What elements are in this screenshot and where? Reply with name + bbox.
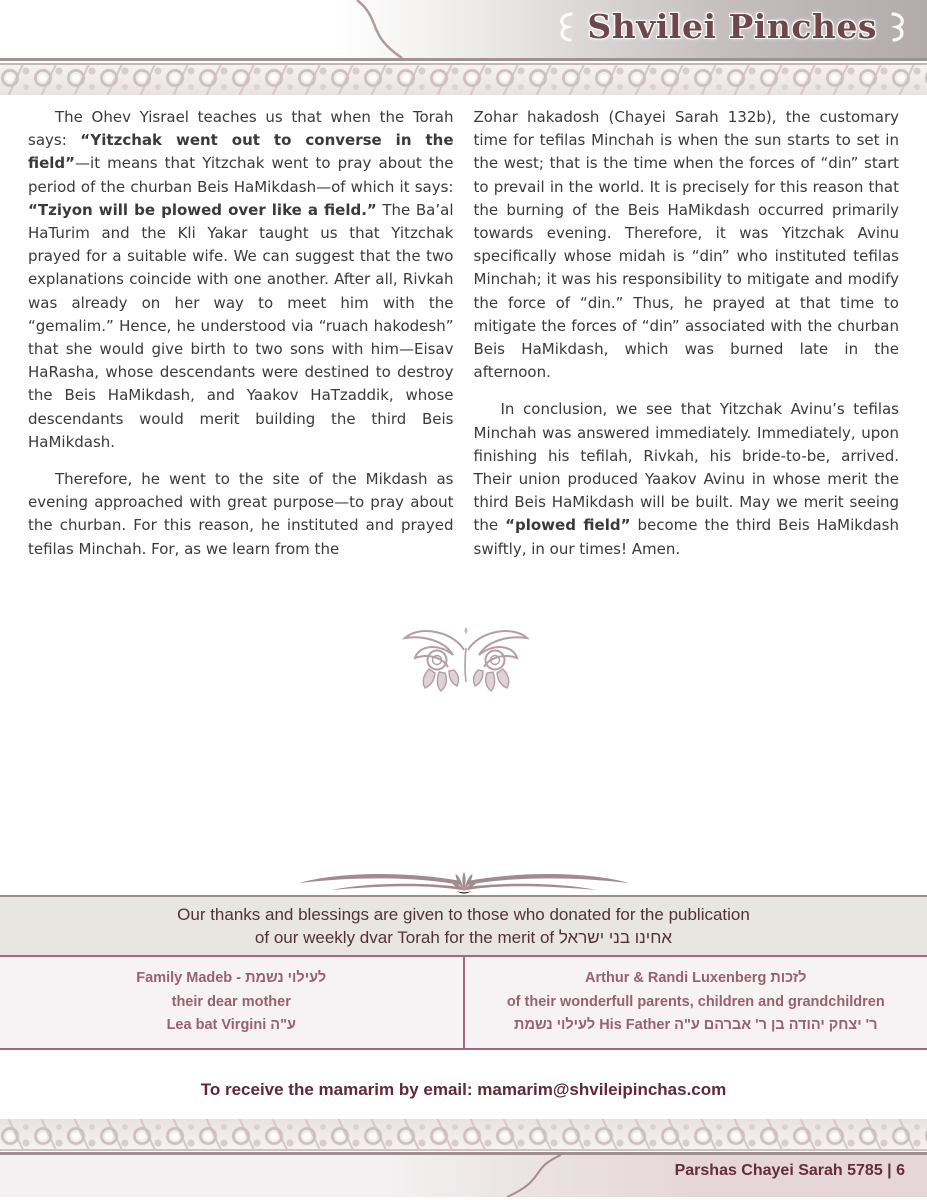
acknowledgement-band: [0, 895, 927, 955]
footer-curve-divider: [495, 1155, 567, 1197]
column-left: [28, 106, 454, 575]
publication-title: Shvilei Pinches: [587, 7, 877, 46]
masthead: [0, 0, 927, 58]
page-label: Parshas Chayei Sarah 5785 | 6: [674, 1162, 905, 1179]
page-footer: [0, 1155, 927, 1197]
paragraph: Therefore, he went to the site of the Mikdash as evening approached with great purpose—to pray about the churban. For this reason, he instituted and prayed tefilas Minchah. For, as we learn from the: [28, 470, 454, 558]
paragraph: Zohar hakadosh (Chayei Sarah 132b), the customary time for tefilas Minchah is when the sun starts to set in the west; that is the time when the forces of “din” start to prevail in the world. It is precisely for this reason that the burning of the Beis HaMikdash occurred primarily towards evening. Therefore, it was Yitzchak Avinu specifically whose midah is “din” who instituted tefilas Minchah; it was his responsibility to mitigate and modify the force of “din.” Thus, he prayed at that time to mitigate the forces of “din” associated with the churban Beis HaMikdash, which was burned late in the afternoon.: [473, 108, 899, 382]
masthead-curve-divider: [348, 0, 410, 58]
donor-right-line3: לעילוי נשמת His Father ר' יצחק יהודה בן ר' אברהם ע"ה: [514, 1017, 878, 1034]
acknowledgement-line1: Our thanks and blessings are given to those who donated for the publication: [177, 905, 750, 924]
fan-divider-icon: [0, 862, 927, 895]
header-flourish-left-icon: [555, 10, 577, 44]
ornamental-border-top: [0, 65, 927, 95]
donor-right-line1: Arthur & Randi Luxenberg לזכות: [585, 970, 807, 987]
donor-cell-left: [0, 957, 465, 1048]
donor-left-line2: their dear mother: [171, 993, 291, 1010]
donor-right-line2: of their wonderfull parents, children and grandchildren: [506, 993, 885, 1010]
email-subscription-line: To receive the mamarim by email: mamarim@shvileipinchas.com: [200, 1080, 727, 1099]
paragraph: The Ohev Yisrael teaches us that when the Torah says: “Yitzchak went out to converse in the field”—it means that Yitzchak went to pray about the period of the churban Beis HaMikdash—of which it says: “Tziyon will be plowed over like a field.” The Ba’al HaTurim and the Kli Yakar taught us that Yitzchak prayed for a suitable wife. We can suggest that the two explanations coincide with one another. After all, Rivkah was already on her way to meet him with the “gemalim.” Hence, he understood via “ruach hakodesh” that she would give birth to two sons with him—Eisav HaRasha, whose descendants were destined to destroy the Beis HaMikdash, and Yaakov HaTzaddik, whose descendants would merit building the third Beis HaMikdash.: [28, 108, 454, 451]
acknowledgement-line2: of our weekly dvar Torah for the merit of אחינו בני ישראל: [254, 928, 673, 947]
donor-left-line1: Family Madeb - לעילוי נשמת: [136, 970, 327, 987]
ornamental-border-bottom: [0, 1119, 927, 1149]
header-flourish-right-icon: [887, 10, 909, 44]
article-body: [0, 95, 927, 862]
two-column-text: [28, 106, 903, 575]
winged-scroll-ornament-icon: [28, 625, 903, 703]
donor-cell-right: [465, 957, 927, 1048]
ornamental-border-bottom-wrap: [0, 1119, 927, 1149]
donor-dedications: [0, 955, 927, 1050]
donor-left-line3: Lea bat Virgini ע"ה: [166, 1017, 296, 1034]
paragraph: In conclusion, we see that Yitzchak Avinu’s tefilas Minchah was answered immediately. Immediately, upon finishing his tefilah, Rivkah, his bride-to-be, arrived. Their union produced Yaakov Avinu in whose merit the third Beis HaMikdash will be built. May we merit seeing the “plowed field” become the third Beis HaMikdash swiftly, in our times! Amen.: [473, 400, 899, 558]
masthead-rule: [0, 58, 927, 65]
column-right: [474, 106, 900, 575]
